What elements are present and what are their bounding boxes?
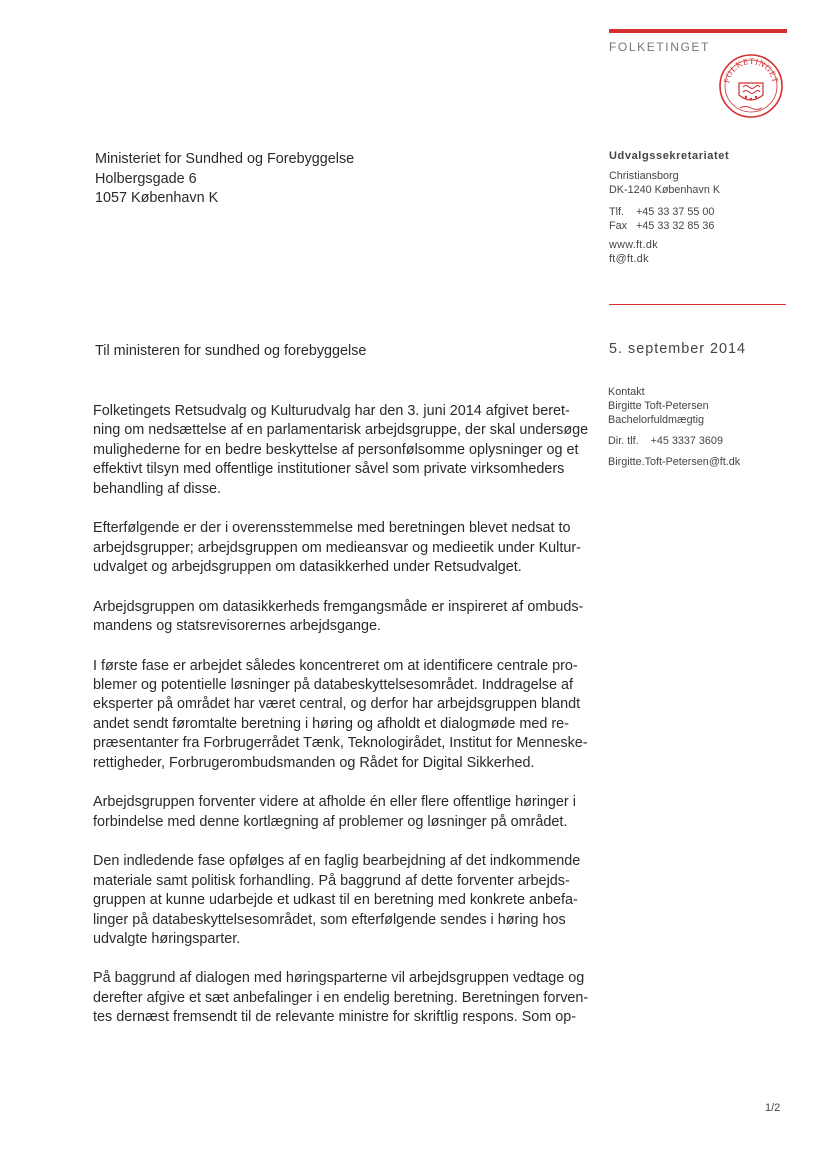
sender-department: Udvalgssekretariatet <box>609 150 730 162</box>
paragraph-line: tes dernæst fremsendt til de relevante ministre for skriftlig respons. Som op- <box>93 1009 577 1026</box>
recipient-line: Ministeriet for Sundhed og Forebyggelse <box>95 151 355 167</box>
paragraph-line: Efterfølgende er der i overensstemmelse med beretningen blevet nedsat to <box>93 520 571 537</box>
paragraph-line: mulighederne for en bedre beskyttelse af personfølsomme oplysninger og et <box>93 441 579 458</box>
contact-label: Kontakt <box>608 386 645 398</box>
paragraph-line: forbindelse med denne kortlægning af problemer og løsninger på området. <box>93 813 568 830</box>
contact-phone-row <box>608 434 723 448</box>
letter-date: 5. september 2014 <box>609 341 747 357</box>
paragraph-line: eksperter på området har været central, og derfor har arbejdsgruppen blandt <box>93 696 581 713</box>
contact-block <box>608 385 709 427</box>
recipient-line: Holbergsgade 6 <box>95 170 197 187</box>
paragraph-line: blemer og potentielle løsninger på databeskyttelsesområdet. Inddragelse af <box>93 676 573 693</box>
paragraph-line: På baggrund af dialogen med høringsparterne vil arbejdsgruppen vedtage og <box>93 970 585 987</box>
sidebar-rule <box>609 304 786 305</box>
svg-text:FOLKETINGET: FOLKETINGET <box>721 55 781 85</box>
sender-fax-row <box>609 219 714 233</box>
fax-label: Fax <box>609 220 627 232</box>
paragraph-line: Den indledende fase opfølges af en faglig bearbejdning af det indkommende <box>93 853 581 870</box>
paragraph-line: I første fase er arbejdet således koncentreret om at identificere centrale pro- <box>93 657 578 674</box>
paragraph-line: mandens og statsrevisorernes arbejdsgange. <box>93 618 381 635</box>
recipient-address <box>95 150 354 209</box>
page-number: 1/2 <box>765 1102 781 1114</box>
website-link[interactable]: www.ft.dk <box>609 239 658 251</box>
contact-phone: +45 3337 3609 <box>650 435 723 447</box>
paragraph-line: behandling af disse. <box>93 480 222 497</box>
paragraph-line: ning om nedsættelse af en parlamentarisk arbejdsgruppe, der skal undersøge <box>93 422 589 439</box>
paragraph-line: rettigheder, Forbrugerombudsmanden og Rådet for Digital Sikkerhed. <box>93 754 535 771</box>
paragraph-line: effektivt tilsyn med offentlige institutioner såvel som private virksomheders <box>93 461 565 478</box>
letter-body <box>93 402 593 1048</box>
body-paragraph <box>93 598 593 637</box>
sender-phones <box>609 205 714 233</box>
paragraph-line: Folketingets Retsudvalg og Kulturudvalg har den 3. juni 2014 afgivet beret- <box>93 403 570 419</box>
sender-address-line: Christiansborg <box>609 170 679 182</box>
body-paragraph <box>93 793 593 832</box>
brand-name: FOLKETINGET <box>609 40 710 54</box>
email-link[interactable]: ft@ft.dk <box>609 253 649 265</box>
salutation: Til ministeren for sundhed og forebyggelse <box>95 343 367 359</box>
paragraph-line: udvalget og arbejdsgruppen om datasikkerhed under Retsudvalget. <box>93 559 522 576</box>
contact-name: Birgitte Toft-Petersen <box>608 400 709 412</box>
contact-phone-label: Dir. tlf. <box>608 435 639 447</box>
sender-web <box>609 238 658 266</box>
sender-address <box>609 169 720 197</box>
paragraph-line: gruppen at kunne udarbejde et udkast til en beretning med konkrete anbefa- <box>93 892 578 909</box>
paragraph-line: præsentanter fra Forbrugerrådet Tænk, Teknologirådet, Institut for Menneske- <box>93 735 588 752</box>
contact-role: Bachelorfuldmægtig <box>608 414 705 426</box>
sender-phone-row <box>609 205 714 219</box>
sender-address-line: DK-1240 København K <box>609 184 721 196</box>
paragraph-line: derefter afgive et sæt anbefalinger i en endelig beretning. Beretningen forven- <box>93 989 589 1006</box>
body-paragraph <box>93 969 593 1027</box>
body-paragraph <box>93 519 593 577</box>
paragraph-line: materiale samt politisk forhandling. På baggrund af dette forventer arbejds- <box>93 872 570 889</box>
header-rule <box>609 29 787 33</box>
fax-number: +45 33 32 85 36 <box>636 220 715 232</box>
body-paragraph <box>93 402 593 499</box>
contact-email[interactable]: Birgitte.Toft-Petersen@ft.dk <box>608 456 741 468</box>
paragraph-line: Arbejdsgruppen forventer videre at afholde én eller flere offentlige høringer i <box>93 794 576 811</box>
recipient-line: 1057 København K <box>95 190 219 206</box>
paragraph-line: udvalgte høringsparter. <box>93 930 241 947</box>
phone-number: +45 33 37 55 00 <box>636 206 715 218</box>
paragraph-line: arbejdsgrupper; arbejdsgruppen om medieansvar og medieetik under Kultur- <box>93 539 581 556</box>
body-paragraph <box>93 852 593 949</box>
paragraph-line: linger på databeskyttelsesområdet, som efterfølgende sendes i høring hos <box>93 911 566 928</box>
paragraph-line: andet sendt føromtalte beretning i høring og afholdt et dialogmøde med re- <box>93 715 569 732</box>
folketinget-seal-logo <box>718 53 784 119</box>
paragraph-line: Arbejdsgruppen om datasikkerheds fremgangsmåde er inspireret af ombuds- <box>93 598 584 615</box>
body-paragraph <box>93 657 593 774</box>
phone-label: Tlf. <box>609 206 624 218</box>
